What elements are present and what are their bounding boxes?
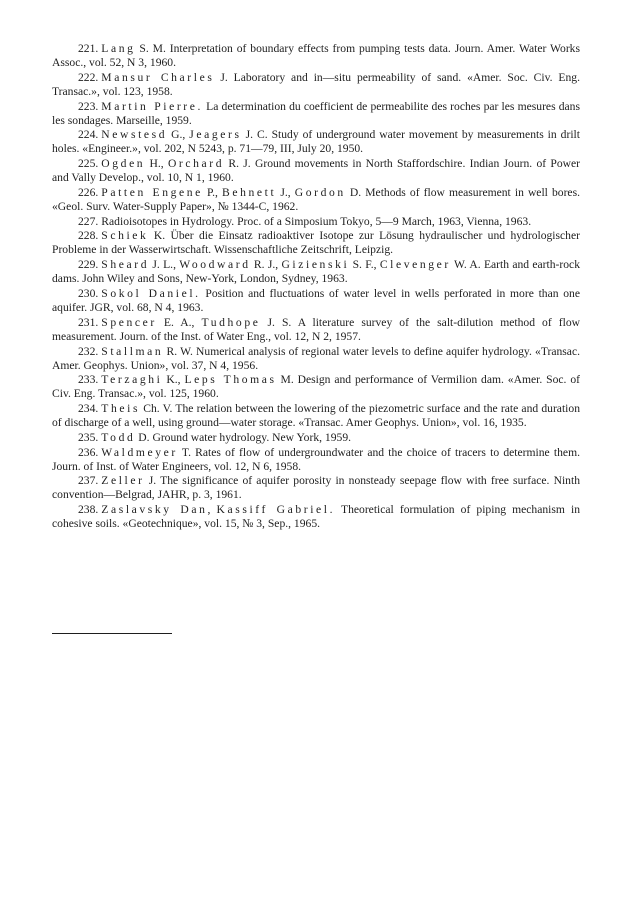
reference-item: [52, 258, 580, 286]
reference-item: [52, 42, 580, 70]
reference-item: [52, 128, 580, 156]
reference-text: Ch. V. The relation between the lowering of the piezometric surface and the rate and duration of discharge of a well, using ground—water storage. «Transac. Amer Geophys. Union», vol. 16, 1935.: [52, 402, 580, 430]
reference-text: P.,: [202, 185, 223, 199]
reference-number: 230.: [78, 286, 99, 300]
reference-author: Sheard: [101, 258, 150, 272]
reference-text: Radioisotopes in Hydrology. Proc. of a Simposium Tokyo, 5—9 March, 1963, Vienna, 1963.: [101, 214, 532, 228]
reference-item: [52, 373, 580, 401]
reference-item: [52, 215, 580, 229]
reference-text: W. A. Earth and earth-rock dams. John Wiley and Sons, New-York, London, Sydney, 1963.: [52, 258, 580, 286]
reference-number: 226.: [78, 185, 99, 199]
reference-author: Kassiff Gabriel.: [216, 503, 336, 517]
reference-author: Lang: [101, 42, 136, 55]
reference-author: Orchard: [167, 157, 225, 171]
reference-author: Gizienski: [281, 258, 350, 272]
reference-item: [52, 71, 580, 99]
reference-text: S. F.,: [349, 258, 380, 272]
reference-text: T. Rates of flow of undergroundwater and the choice of tracers to determine them. Journ. of Inst. of Water Engineers, vol. 12, N 6, 1958.: [52, 445, 580, 473]
reference-author: Newstesd: [101, 128, 168, 142]
reference-number: 235.: [78, 430, 99, 444]
reference-number: 238.: [78, 503, 99, 517]
reference-number: 223.: [78, 99, 99, 113]
reference-author: Behnett: [222, 185, 277, 199]
reference-text: La determination du coefficient de permeabilite des roches par les mesures dans les sondages. Marseille, 1959.: [52, 99, 580, 127]
reference-author: Patten Engene: [101, 185, 203, 199]
reference-text: R. J.,: [250, 258, 282, 272]
reference-number: 232.: [78, 344, 99, 358]
reference-text: J. The significance of aquifer porosity in nonsteady seepage flow with free surface. Ninth convention—Belgrad, JAHR, p. 3, 1961.: [52, 474, 580, 502]
reference-author: Zeller: [101, 474, 145, 488]
reference-author: Schiek: [101, 229, 149, 243]
reference-text: G.,: [167, 128, 190, 142]
reference-item: [52, 345, 580, 373]
reference-author: Ogden: [101, 157, 146, 171]
reference-item: [52, 503, 580, 531]
reference-text: R. W. Numerical analysis of regional water levels to define aquifer hydrology. «Transac. Amer. Geophys. Union», vol. 37, N 4, 1956.: [52, 344, 580, 372]
reference-author: Gordon: [294, 185, 346, 199]
reference-author: Woodward: [179, 258, 251, 272]
reference-text: J.,: [276, 185, 295, 199]
reference-item: [52, 186, 580, 214]
reference-author: Jeagers: [189, 128, 242, 142]
reference-item: [52, 157, 580, 185]
reference-number: 221.: [78, 42, 99, 55]
reference-number: 222.: [78, 70, 99, 84]
reference-item: [52, 229, 580, 257]
reference-text: H.,: [145, 157, 168, 171]
reference-text: S. M. Interpretation of boundary effects from pumping tests data. Journ. Amer. Water Works Assoc., vol. 52, N 3, 1960.: [52, 42, 580, 70]
reference-item: [52, 100, 580, 128]
reference-author: Martin Pierre.: [101, 99, 203, 113]
reference-text: J. L.,: [149, 258, 180, 272]
reference-text: K.,: [162, 373, 185, 387]
reference-number: 231.: [78, 315, 99, 329]
reference-number: 225.: [78, 157, 99, 171]
reference-author: Leps Thomas: [184, 373, 277, 387]
reference-author: Clevenger: [379, 258, 451, 272]
reference-author: Zaslavsky Dan: [101, 503, 208, 517]
reference-text: K. Über die Einsatz radioaktiver Isotope zur Lösung hydraulischer und hydrologischer Probleme in der Wasserwirtschaft. Wissenschaftliche Zeitschrift, Leipzig.: [52, 229, 580, 257]
footnote-rule: [52, 633, 172, 634]
reference-item: [52, 316, 580, 344]
reference-list: [52, 42, 580, 532]
reference-author: Sokol Daniel.: [101, 286, 201, 300]
reference-text: R. J. Ground movements in North Staffordschire. Indian Journ. of Power and Vally Develop., vol. 10, N 1, 1960.: [52, 157, 580, 185]
reference-author: Todd: [101, 430, 136, 444]
reference-text: J. C. Study of underground water movement by measurements in drilt holes. «Engineer.», vol. 202, N 5243, p. 71—79, III, July 20, 1950.: [52, 128, 580, 156]
reference-author: Mansur Charles: [101, 70, 215, 84]
reference-author: Tudhope: [201, 315, 261, 329]
reference-author: Waldmeyer: [101, 445, 178, 459]
reference-author: Theis: [101, 402, 141, 416]
reference-text: D. Ground water hydrology. New York, 1959.: [135, 430, 352, 444]
reference-text: Theoretical formulation of piping mechanism in cohesive soils. «Geotechnique», vol. 15, № 3, Sep., 1965.: [52, 503, 581, 531]
reference-author: Terzaghi: [101, 373, 163, 387]
reference-number: 227.: [78, 214, 99, 228]
reference-item: [52, 287, 580, 315]
reference-number: 233.: [78, 373, 99, 387]
reference-number: 236.: [78, 445, 99, 459]
reference-text: Position and fluctuations of water level in wells perforated in more than one aquifer. JGR, vol. 68, N 4, 1963.: [52, 286, 580, 315]
reference-item: [52, 474, 580, 502]
reference-text: ,: [207, 503, 217, 517]
reference-number: 237.: [78, 474, 99, 488]
reference-number: 229.: [78, 258, 99, 272]
reference-item: [52, 431, 580, 445]
reference-text: D. Methods of flow measurement in well bores. «Geol. Surv. Water-Supply Paper», № 1344-C, 1962.: [52, 185, 580, 213]
reference-number: 224.: [78, 128, 99, 142]
reference-text: J. Laboratory and in—situ permeability of sand. «Amer. Soc. Civ. Eng. Transac.», vol. 123, 1958.: [52, 70, 580, 98]
reference-text: E. A.,: [156, 315, 202, 329]
reference-author: Stallman: [101, 344, 164, 358]
reference-text: J. S. A literature survey of the salt-dilution method of flow measurement. Journ. of the Inst. of Water Eng., vol. 12, N 2, 1957.: [52, 315, 580, 343]
reference-text: M. Design and performance of Vermilion dam. «Amer. Soc. of Civ. Eng. Transac.», vol. 125, 1960.: [52, 373, 580, 401]
reference-number: 228.: [78, 229, 99, 243]
reference-author: Spencer: [101, 315, 157, 329]
reference-item: [52, 402, 580, 430]
reference-number: 234.: [78, 402, 99, 416]
reference-item: [52, 446, 580, 474]
